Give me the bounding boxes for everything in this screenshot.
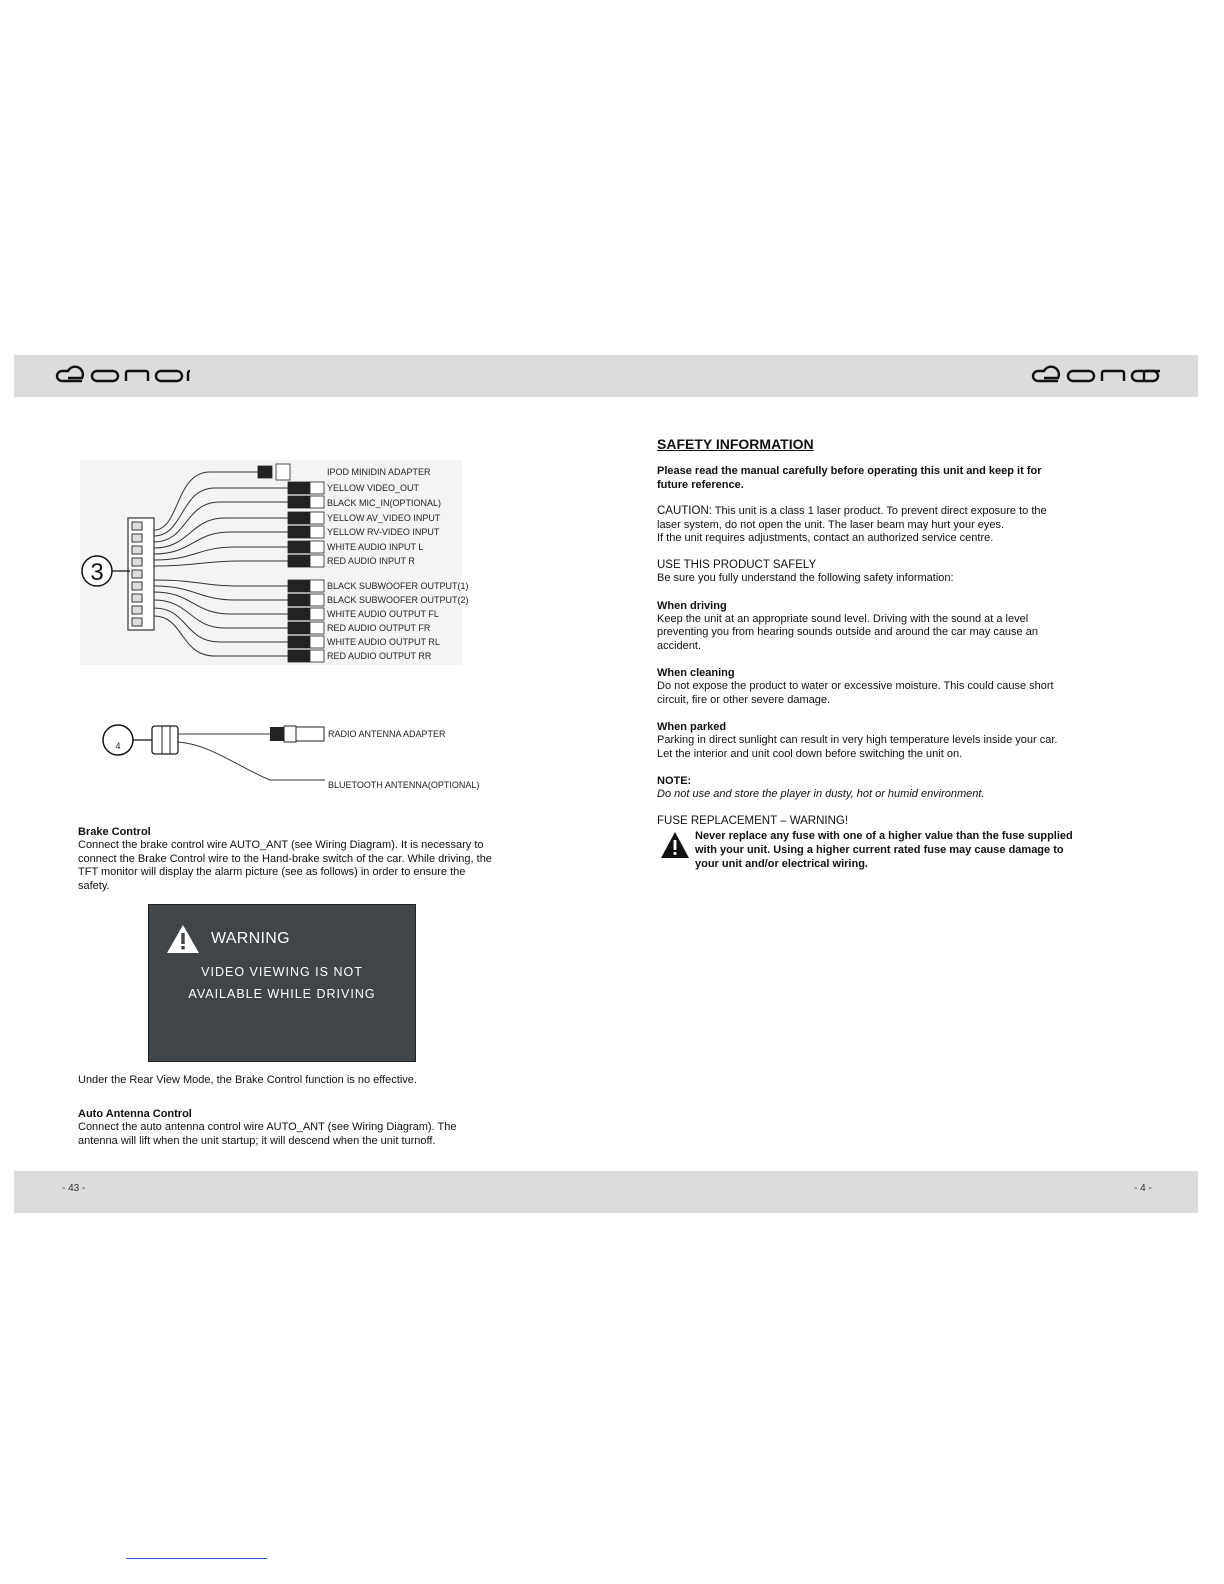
intro-line-1: Please read the manual carefully before operating this unit and keep it for	[657, 465, 1042, 477]
label-audio-output-rr: RED AUDIO OUTPUT RR	[327, 651, 432, 661]
fuse-warning-icon	[660, 831, 690, 859]
warning-screen	[148, 904, 416, 1062]
auto-antenna-section	[78, 1107, 538, 1148]
cleaning-line-1: Do not expose the product to water or excessive moisture. This could cause short	[657, 680, 1054, 692]
caution-line-2: laser system, do not open the unit. The laser beam may hurt your eyes.	[657, 518, 1005, 531]
label-audio-input-l: WHITE AUDIO INPUT L	[327, 542, 424, 552]
driving-title: When driving	[657, 599, 727, 612]
rear-view-note: Under the Rear View Mode, the Brake Control function is no effective.	[78, 1074, 417, 1086]
fuse-title: FUSE REPLACEMENT – WARNING!	[657, 814, 849, 827]
eonon-logo-left	[54, 364, 194, 386]
note-line-1: Do not use and store the player in dusty, hot or humid environment.	[657, 788, 985, 800]
note-title: NOTE:	[657, 775, 692, 787]
label-radio-antenna: RADIO ANTENNA ADAPTER	[328, 729, 446, 739]
brake-control-section	[78, 825, 538, 893]
diagram-number-3	[80, 552, 130, 592]
label-ipod: IPOD MINIDIN ADAPTER	[327, 467, 431, 477]
label-rv-video-input: YELLOW RV-VIDEO INPUT	[327, 527, 440, 537]
driving-line-3: accident.	[657, 639, 702, 652]
caution-line-1: This unit is a class 1 laser product. To prevent direct exposure to the	[711, 505, 1047, 517]
use-safely-line-1: Be sure you fully understand the following safety information:	[657, 572, 954, 584]
fuse-line-3: your unit and/or electrical wiring.	[695, 858, 868, 870]
brake-line-1: Connect the brake control wire AUTO_ANT (see Wiring Diagram). It is necessary to	[78, 839, 484, 851]
brake-line-3: TFT monitor will display the alarm picture (see as follows) in order to ensure the	[78, 866, 466, 878]
antenna-line-2: antenna will lift when the unit startup; it will descend when the unit turnoff.	[78, 1134, 436, 1147]
caution-label: CAUTION:	[657, 505, 712, 517]
parked-title: When parked	[657, 721, 727, 733]
warning-title: WARNING	[211, 930, 290, 947]
header-band	[14, 355, 1198, 397]
fuse-line-2: with your unit. Using a higher current rated fuse may cause damage to	[695, 844, 1064, 856]
fuse-warning-text	[695, 829, 1115, 871]
page-number-left: - 43 -	[62, 1183, 86, 1194]
cleaning-title: When cleaning	[657, 667, 735, 679]
label-mic-in: BLACK MIC_IN(OPTIONAL)	[327, 498, 442, 508]
caution-line-3: If the unit requires adjustments, contact an authorized service centre.	[657, 532, 994, 544]
underline-link-mark	[126, 1558, 267, 1559]
fuse-line-1: Never replace any fuse with one of a higher value than the fuse supplied	[695, 830, 1073, 842]
use-safely-title: USE THIS PRODUCT SAFELY	[657, 558, 817, 571]
brake-line-4: safety.	[78, 879, 110, 892]
svg-text:4: 4	[115, 741, 121, 751]
label-av-video-input: YELLOW AV_VIDEO INPUT	[327, 513, 441, 523]
label-subwoofer-1: BLACK SUBWOOFER OUTPUT(1)	[327, 581, 469, 591]
warning-triangle-icon	[165, 923, 201, 955]
footer-band	[14, 1171, 1198, 1213]
wiring-diagram-3	[80, 460, 480, 665]
auto-antenna-title: Auto Antenna Control	[78, 1108, 192, 1120]
brake-line-2: connect the Brake Control wire to the Hand-brake switch of the car. While driving, the	[78, 852, 492, 865]
svg-text:3: 3	[90, 559, 104, 586]
wiring-diagram-4	[100, 718, 520, 798]
eonon-logo-right	[1030, 364, 1170, 386]
parked-line-1: Parking in direct sunlight can result in very high temperature levels inside your car.	[657, 734, 1058, 746]
driving-line-2: preventing you from hearing sounds outside and around the car may cause an	[657, 626, 1038, 638]
parked-line-2: Let the interior and unit cool down before switching the unit on.	[657, 747, 963, 760]
warning-line-2: AVAILABLE WHILE DRIVING	[188, 987, 376, 1001]
label-audio-output-fr: RED AUDIO OUTPUT FR	[327, 623, 431, 633]
label-audio-input-r: RED AUDIO INPUT R	[327, 556, 415, 566]
label-bluetooth-antenna: BLUETOOTH ANTENNA(OPTIONAL)	[328, 780, 480, 790]
intro-line-2: future reference.	[657, 479, 744, 491]
antenna-line-1: Connect the auto antenna control wire AUTO_ANT (see Wiring Diagram). The	[78, 1121, 457, 1133]
warning-line-1: VIDEO VIEWING IS NOT	[201, 965, 363, 979]
driving-line-1: Keep the unit at an appropriate sound level. Driving with the sound at a level	[657, 612, 1029, 625]
safety-information	[657, 435, 1127, 828]
label-subwoofer-2: BLACK SUBWOOFER OUTPUT(2)	[327, 595, 469, 605]
label-video-out: YELLOW VIDEO_OUT	[327, 483, 420, 493]
label-audio-output-rl: WHITE AUDIO OUTPUT RL	[327, 637, 440, 647]
cleaning-line-2: circuit, fire or other severe damage.	[657, 693, 831, 706]
safety-title: SAFETY INFORMATION	[657, 436, 814, 452]
label-audio-output-fl: WHITE AUDIO OUTPUT FL	[327, 609, 439, 619]
page-number-right: - 4 -	[1134, 1183, 1152, 1194]
brake-control-title: Brake Control	[78, 826, 151, 838]
